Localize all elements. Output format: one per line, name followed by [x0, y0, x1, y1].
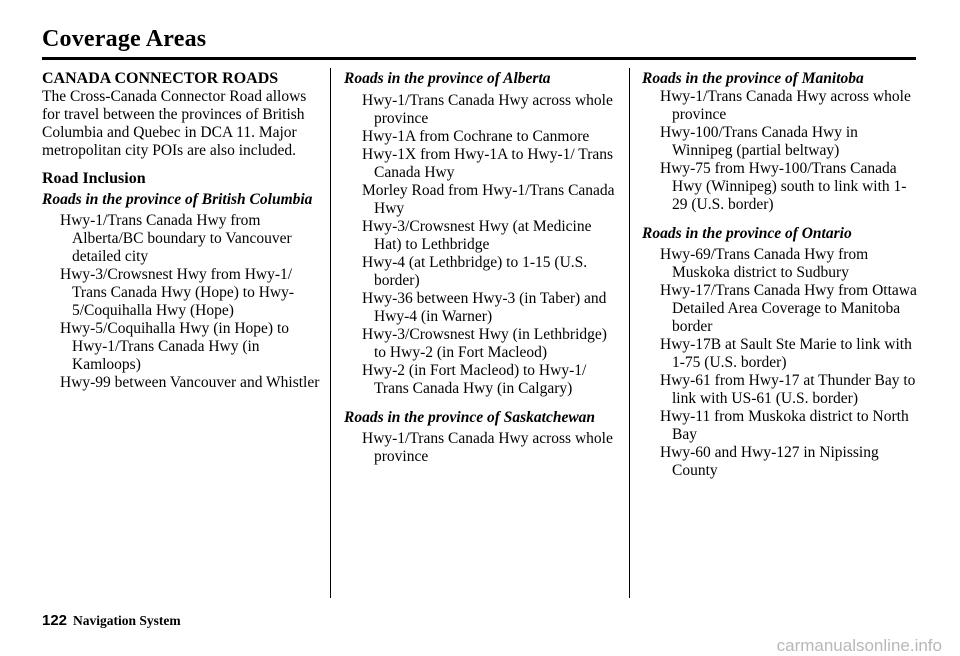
- column-1: [42, 68, 320, 392]
- title-rule: [42, 57, 916, 60]
- page-title: Coverage Areas: [42, 26, 207, 52]
- ontario-heading: Roads in the province of Ontario: [642, 225, 852, 242]
- alberta-heading: Roads in the province of Alberta: [344, 70, 551, 87]
- saskatchewan-road-list: [344, 430, 622, 466]
- column-2: [344, 68, 622, 466]
- footer-label: Navigation System: [73, 613, 181, 628]
- page-footer: [42, 612, 181, 630]
- list-item: Hwy-2 (in Fort Macleod) to Hwy-1/ Trans Canada Hwy (in Calgary): [362, 362, 587, 397]
- list-item: Hwy-100/Trans Canada Hwy in Winnipeg (partial beltway): [660, 124, 858, 159]
- list-item: Hwy-1A from Cochrane to Canmore: [362, 128, 590, 145]
- list-item: Hwy-17B at Sault Ste Marie to link with 1-75 (U.S. border): [660, 336, 912, 371]
- list-item: Hwy-1/Trans Canada Hwy across whole province: [660, 88, 911, 123]
- list-item: Hwy-69/Trans Canada Hwy from Muskoka district to Sudbury: [660, 246, 869, 281]
- list-item: Hwy-1/Trans Canada Hwy across whole province: [362, 92, 613, 127]
- list-item: Hwy-1X from Hwy-1A to Hwy-1/ Trans Canada Hwy: [362, 146, 614, 181]
- list-item: Hwy-3/Crowsnest Hwy from Hwy-1/ Trans Canada Hwy (Hope) to Hwy-5/Coquihalla Hwy (Hope): [60, 266, 294, 319]
- list-item: Hwy-1/Trans Canada Hwy from Alberta/BC boundary to Vancouver detailed city: [60, 212, 292, 265]
- ontario-road-list: [642, 246, 918, 480]
- list-item: Hwy-17/Trans Canada Hwy from Ottawa Detailed Area Coverage to Manitoba border: [660, 282, 917, 335]
- column-divider-1: [330, 68, 331, 598]
- page-number: 122: [42, 612, 68, 629]
- list-item: Hwy-4 (at Lethbridge) to 1-15 (U.S. border): [362, 254, 588, 289]
- list-item: Hwy-61 from Hwy-17 at Thunder Bay to link with US-61 (U.S. border): [660, 372, 916, 407]
- british-columbia-road-list: [42, 212, 320, 392]
- manitoba-road-list: [642, 88, 918, 214]
- british-columbia-heading: Roads in the province of British Columbia: [42, 191, 313, 208]
- list-item: Hwy-36 between Hwy-3 (in Taber) and Hwy-4 (in Warner): [362, 290, 607, 325]
- list-item: Hwy-5/Coquihalla Hwy (in Hope) to Hwy-1/Trans Canada Hwy (in Kamloops): [60, 320, 290, 373]
- column-3: [642, 68, 918, 480]
- list-item: Hwy-99 between Vancouver and Whistler: [60, 374, 320, 391]
- list-item: Hwy-11 from Muskoka district to North Bay: [660, 408, 909, 443]
- list-item: Hwy-60 and Hwy-127 in Nipissing County: [660, 444, 879, 479]
- saskatchewan-heading: Roads in the province of Saskatchewan: [344, 409, 596, 426]
- watermark: carmanualsonline.info: [776, 636, 942, 655]
- list-item: Hwy-3/Crowsnest Hwy (at Medicine Hat) to Lethbridge: [362, 218, 592, 253]
- column-divider-2: [629, 68, 630, 598]
- connector-roads-description: The Cross-Canada Connector Road allows for travel between the provinces of British Columbia and Quebec in DCA 11. Major metropolitan city POIs are also included.: [42, 88, 307, 159]
- list-item: Hwy-75 from Hwy-100/Trans Canada Hwy (Winnipeg) south to link with 1-29 (U.S. border): [660, 160, 907, 213]
- connector-roads-heading: CANADA CONNECTOR ROADS: [42, 70, 279, 87]
- list-item: Hwy-1/Trans Canada Hwy across whole province: [362, 430, 613, 465]
- manitoba-heading: Roads in the province of Manitoba: [642, 70, 864, 87]
- road-inclusion-heading: Road Inclusion: [42, 170, 146, 187]
- list-item: Morley Road from Hwy-1/Trans Canada Hwy: [362, 182, 615, 217]
- alberta-road-list: [344, 92, 622, 398]
- list-item: Hwy-3/Crowsnest Hwy (in Lethbridge) to Hwy-2 (in Fort Macleod): [362, 326, 607, 361]
